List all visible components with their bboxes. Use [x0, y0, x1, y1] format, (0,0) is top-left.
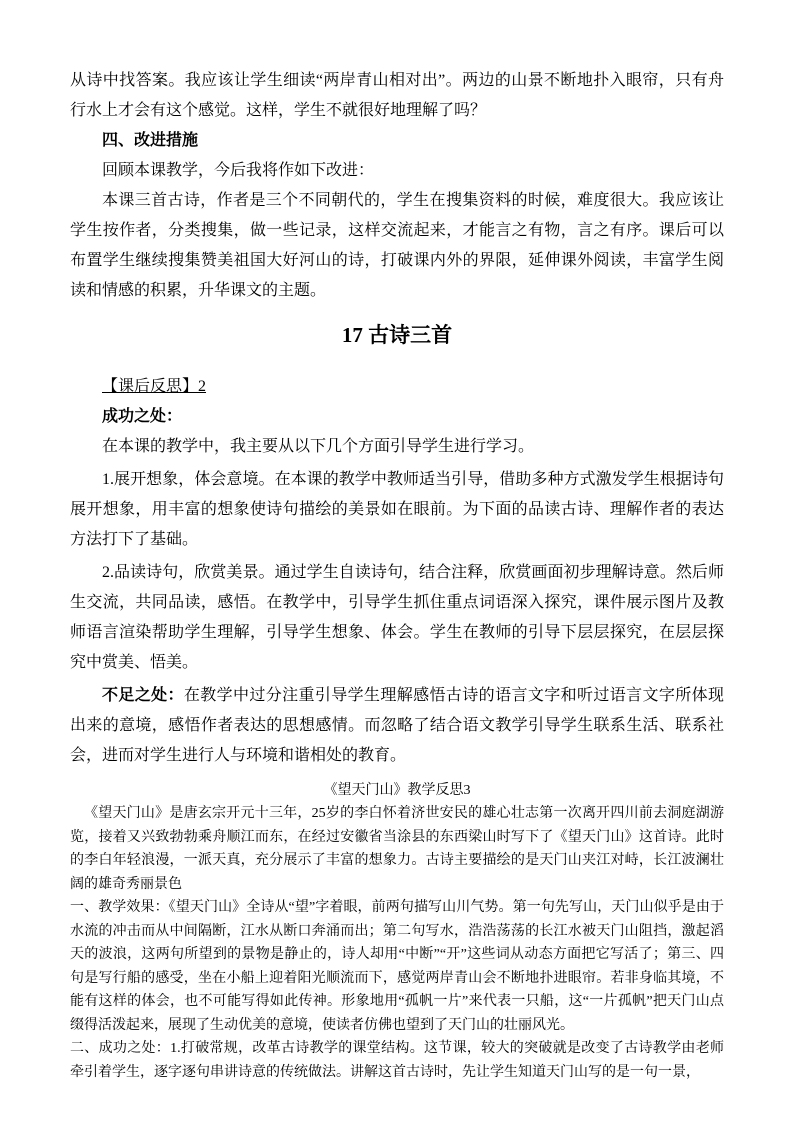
improvements-section-heading: 四、改进措施 [102, 132, 199, 149]
improvements-body-paragraph: 本课三首古诗，作者是三个不同朝代的，学生在搜集资料的时候，难度很大。我应该让学生按作者，分类搜集，做一些记录，这样交流起来，才能言之有物，言之有序。课后可以布置学生继续搜集赞美祖国大好河山的诗，打破课内外的界限，延伸课外阅读，丰富学生阅读和情感的积累，升华课文的主题。 [70, 192, 724, 299]
reflection-point-1-paragraph: 1.展开想象，体会意境。在本课的教学中教师适当引导，借助多种方式激发学生根据诗句展开想象，用丰富的想象使诗句描绘的美景如在眼前。为下面的品读古诗、理解作者的表达方法打下了基础。 [70, 471, 724, 548]
wangtianmen-reflection-heading: 《望天门山》教学反思3 [323, 783, 471, 798]
reflection-intro-paragraph: 在本课的教学中，我主要从以下几个方面引导学生进行学习。 [102, 438, 535, 455]
reflection-label: 【课后反思】2 [102, 378, 207, 395]
reflection-label-paragraph [70, 372, 724, 402]
lesson-title: 17 古诗三首 [341, 323, 453, 347]
shortcoming-paragraph [70, 681, 724, 771]
shortcoming-body: 在教学中过分注重引导学生理解感悟古诗的语言文字和听过语言文字所体现出来的意境，感悟作者表达的思想感情。而忽略了结合语文教学引导学生联系生活、联系社会，进而对学生进行人与环境和谐相处的教育。 [70, 687, 724, 764]
improvements-intro-paragraph: 回顾本课教学，今后我将作如下改进： [102, 162, 375, 179]
wangtianmen-background-paragraph: 《望天门山》是唐玄宗开元十三年，25岁的李白怀着济世安民的雄心壮志第一次离开四川前去洞庭湖游览，接着又兴致勃勃乘舟顺江而东，在经过安徽省当涂县的东西梁山时写下了《望天门山》这首诗。此时的李白年轻浪漫，一派天真，充分展示了丰富的想象力。古诗主要描绘的是天门山夹江对峙，长江波澜壮阔的雄奇秀丽景色 [70, 806, 724, 892]
shortcoming-lead: 不足之处： [102, 687, 184, 704]
wangtianmen-success-paragraph: 二、成功之处：1.打破常规，改革古诗教学的课堂结构。这节课，较大的突破就是改变了古诗教学由老师牵引着学生，逐字逐句串讲诗意的传统做法。讲解这首古诗时，先让学生知道天门山写的是一句一景， [70, 1041, 724, 1080]
wangtianmen-effect-paragraph: 一、教学效果：《望天门山》全诗从“望”字着眼，前两句描写山川气势。第一句先写山，天门山似乎是由于水流的冲击而从中间隔断，江水从断口奔涌而出；第二句写水，浩浩荡荡的长江水被天门山阻挡，激起滔天的波浪，这两句所望到的景物是静止的，诗人却用“中断”“开”这些词从动态方面把它写活了；第三、四句是写行船的感受，坐在小船上迎着阳光顺流而下，感觉两岸青山会不断地扑进眼帘。若非身临其境，不能有这样的体会，也不可能写得如此传神。形象地用“孤帆一片”来代表一只船，这“一片孤帆”把天门山点缀得活泼起来，展现了生动优美的意境，使读者仿佛也望到了天门山的壮丽风光。 [70, 900, 724, 1033]
reflection-point-2-paragraph: 2.品读诗句，欣赏美景。通过学生自读诗句，结合注释，欣赏画面初步理解诗意。然后师生交流，共同品读，感悟。在教学中，引导学生抓住重点词语深入探究，课件展示图片及教师语言渲染帮助学生理解，引导学生想象、体会。学生在教师的引导下层层探究，在层层探究中赏美、悟美。 [70, 564, 724, 671]
continuation-paragraph: 从诗中找答案。我应该让学生细读“两岸青山相对出”。两边的山景不断地扑入眼帘，只有舟行水上才会有这个感觉。这样，学生不就很好地理解了吗？ [70, 72, 724, 119]
success-heading: 成功之处： [102, 408, 183, 425]
